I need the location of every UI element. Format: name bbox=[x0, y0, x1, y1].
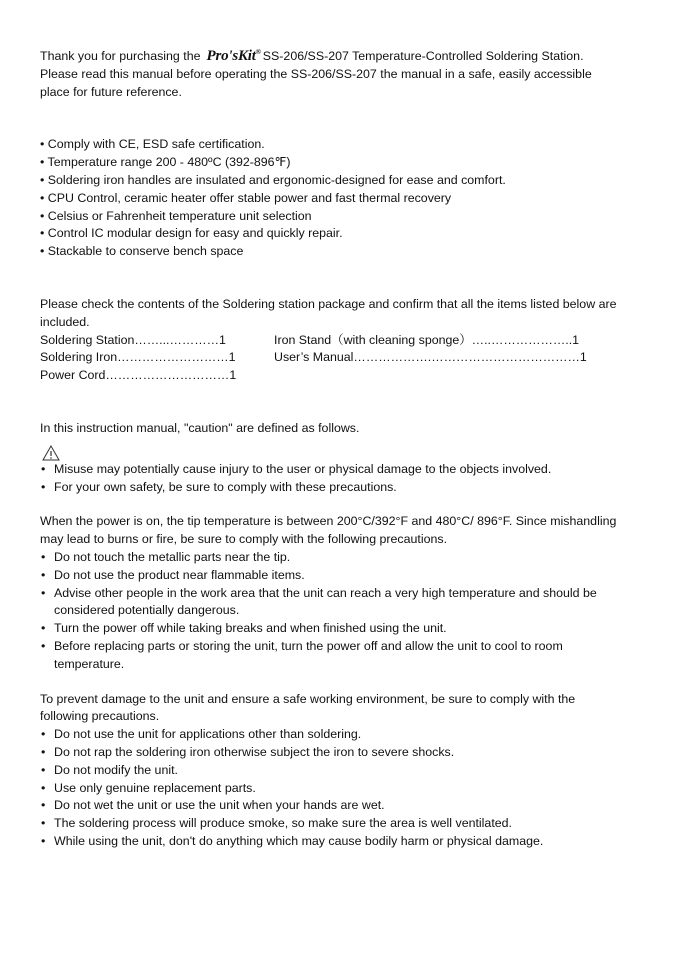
feature-item: • Stackable to conserve bench space bbox=[40, 244, 244, 259]
features-list bbox=[40, 136, 640, 261]
power-on-item: • Advise other people in the work area that the unit can reach a very high temperature and should be considered potentially dangerous. bbox=[40, 585, 640, 621]
package-item: Soldering Station……...…………1 bbox=[40, 332, 226, 347]
feature-item: • Soldering iron handles are insulated and ergonomic-designed for ease and comfort. bbox=[40, 172, 506, 187]
caution-intro: In this instruction manual, "caution" are defined as follows. bbox=[40, 420, 360, 435]
warning-triangle-icon bbox=[42, 445, 60, 461]
power-on-text-1: When the power is on, the tip temperature is between 200°C/392°F and 480°C/ 896°F. Since mishandling bbox=[40, 514, 617, 529]
intro-text-before: Thank you for purchasing the bbox=[40, 49, 201, 63]
power-on-item: • Do not use the product near flammable items. bbox=[40, 567, 640, 585]
package-text-2: included. bbox=[40, 314, 90, 329]
package-item bbox=[274, 367, 640, 385]
package-item: Soldering Iron………………………1 bbox=[40, 350, 236, 365]
prevent-item: • Use only genuine replacement parts. bbox=[40, 780, 640, 798]
feature-item: • CPU Control, ceramic heater offer stable power and fast thermal recovery bbox=[40, 190, 452, 205]
intro-line-3: place for future reference. bbox=[40, 84, 182, 99]
package-item: User’s Manual……………….………………………………1 bbox=[274, 350, 587, 365]
power-on-item: • Do not touch the metallic parts near the tip. bbox=[40, 549, 640, 567]
feature-item: • Comply with CE, ESD safe certification. bbox=[40, 137, 265, 152]
prevent-text-2: following precautions. bbox=[40, 709, 160, 724]
power-on-text-2: may lead to burns or fire, be sure to comply with the following precautions. bbox=[40, 532, 448, 547]
feature-item: • Control IC modular design for easy and quickly repair. bbox=[40, 226, 343, 241]
intro-line-1 bbox=[40, 44, 640, 66]
manual-page bbox=[40, 44, 640, 851]
package-contents-table bbox=[40, 332, 640, 385]
prevent-item: • The soldering process will produce smoke, so make sure the area is well ventilated. bbox=[40, 815, 640, 833]
prevent-item: • Do not rap the soldering iron otherwise subject the iron to severe shocks. bbox=[40, 744, 640, 762]
intro-text-after: SS-206/SS-207 Temperature-Controlled Soldering Station. bbox=[262, 49, 584, 63]
caution-item: • For your own safety, be sure to comply with these precautions. bbox=[40, 479, 640, 497]
prevent-text-1: To prevent damage to the unit and ensure a safe working environment, be sure to comply with the bbox=[40, 691, 576, 706]
feature-item: • Temperature range 200 - 480ºC (392-896℉) bbox=[40, 155, 291, 170]
feature-item: • Celsius or Fahrenheit temperature unit selection bbox=[40, 208, 312, 223]
intro-line-2: Please read this manual before operating the SS-206/SS-207 the manual in a safe, easily accessible bbox=[40, 66, 592, 81]
prevent-item: • Do not wet the unit or use the unit when your hands are wet. bbox=[40, 797, 640, 815]
power-on-item: • Turn the power off while taking breaks and when finished using the unit. bbox=[40, 620, 640, 638]
package-item: Iron Stand（with cleaning sponge）…..………………..1 bbox=[274, 332, 580, 347]
caution-item: • Misuse may potentially cause injury to the user or physical damage to the objects involved. bbox=[40, 461, 640, 479]
prevent-list bbox=[40, 726, 640, 851]
package-text-1: Please check the contents of the Soldering station package and confirm that all the items listed below are bbox=[40, 296, 617, 311]
prevent-item: • Do not use the unit for applications other than soldering. bbox=[40, 726, 640, 744]
package-item: Power Cord…………………………1 bbox=[40, 368, 237, 383]
prevent-item: • While using the unit, don't do anything which may cause bodily harm or physical damage. bbox=[40, 833, 640, 851]
prevent-item: • Do not modify the unit. bbox=[40, 762, 640, 780]
caution-list bbox=[40, 461, 640, 497]
power-on-list bbox=[40, 549, 640, 674]
proskit-logo: Pro'sKit® bbox=[206, 48, 261, 64]
power-on-item: • Before replacing parts or storing the unit, turn the power off and allow the unit to cool to room temperature. bbox=[40, 638, 614, 674]
